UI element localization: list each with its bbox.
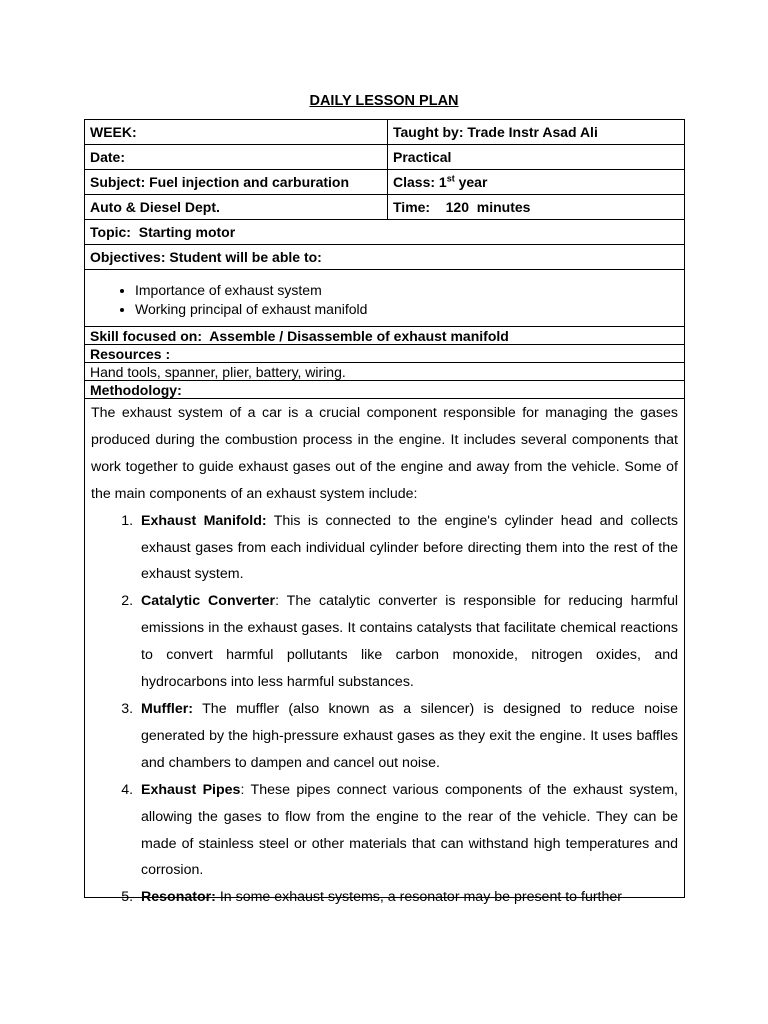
topic-cell: Topic: Starting motor — [85, 220, 685, 245]
table-row — [85, 245, 685, 270]
component-text: This is connected to the engine's cylinder head and collects exhaust gases from each individual cylinder before directing them into the rest of the exhaust system. — [141, 512, 678, 583]
table-row — [85, 270, 685, 327]
skill-cell: Skill focused on: Assemble / Disassemble of exhaust manifold — [85, 327, 685, 345]
page-title — [0, 93, 768, 109]
component-term: Exhaust Pipes — [141, 781, 241, 798]
lesson-plan-table — [84, 119, 685, 906]
table-row — [85, 345, 685, 363]
table-row — [85, 220, 685, 245]
list-item: • Importance of exhaust system — [135, 281, 679, 300]
table-row — [85, 170, 685, 195]
week-cell: WEEK: — [85, 120, 388, 145]
list-item — [137, 696, 678, 777]
class-cell — [388, 170, 685, 195]
list-item: • Working principal of exhaust manifold — [135, 300, 679, 319]
list-item — [137, 588, 678, 696]
taught-by-cell: Taught by: Trade Instr Asad Ali — [388, 120, 685, 145]
methodology-body — [91, 400, 678, 906]
objectives-list — [90, 281, 679, 319]
list-item — [137, 777, 678, 885]
table-row — [85, 363, 685, 381]
class-superscript: st — [446, 173, 455, 184]
dept-cell: Auto & Diesel Dept. — [85, 195, 388, 220]
resources-text-cell: Hand tools, spanner, plier, battery, wiring. — [85, 363, 685, 381]
component-text: The muffler (also known as a silencer) is designed to reduce noise generated by the high-pressure exhaust gases as they exit the engine. It uses baffles and chambers to dampen and cancel out noise. — [141, 700, 678, 771]
class-prefix: Class: 1 — [393, 174, 447, 190]
component-term: Muffler: — [141, 700, 194, 717]
resources-label-cell: Resources : — [85, 345, 685, 363]
class-suffix: year — [454, 174, 488, 190]
component-text: In some exhaust systems, a resonator may be present to further — [215, 889, 623, 906]
table-row — [85, 381, 685, 399]
table-row — [85, 327, 685, 345]
objectives-list-cell — [85, 270, 685, 327]
practical-cell: Practical — [388, 145, 685, 170]
components-list — [91, 508, 678, 912]
objectives-cell: Objectives: Student will be able to: — [85, 245, 685, 270]
subject-cell: Subject: Fuel injection and carburation — [85, 170, 388, 195]
table-row — [85, 145, 685, 170]
component-term: Exhaust Manifold: — [141, 512, 267, 529]
methodology-cell — [85, 399, 685, 906]
component-term: Resonator: — [141, 889, 216, 906]
list-item — [137, 508, 678, 589]
table-row — [85, 195, 685, 220]
list-item — [137, 884, 678, 911]
date-cell: Date: — [85, 145, 388, 170]
component-text: : The catalytic converter is responsible for reducing harmful emissions in the exhaust gases. It contains catalysts that facilitate chemical reactions to convert harmful pollutants like carbon monoxide, nitrogen oxides, and hydrocarbons into less harmful substances. — [141, 593, 678, 691]
page-title-text: DAILY LESSON PLAN — [309, 93, 459, 109]
methodology-label-cell: Methodology: — [85, 381, 685, 399]
methodology-intro: The exhaust system of a car is a crucial component responsible for managing the gases produced during the combustion process in the engine. It includes several components that work together to guide exhaust gases out of the engine and away from the vehicle. Some of the main components of an exhaust system include: — [91, 405, 678, 502]
component-term: Catalytic Converter — [141, 593, 276, 610]
component-text: : These pipes connect various components of the exhaust system, allowing the gases to flow from the engine to the rear of the vehicle. They can be made of stainless steel or other materials that can withstand high temperatures and corrosion. — [141, 781, 678, 879]
time-cell: Time: 120 minutes — [388, 195, 685, 220]
table-row — [85, 399, 685, 898]
table-row — [85, 120, 685, 145]
